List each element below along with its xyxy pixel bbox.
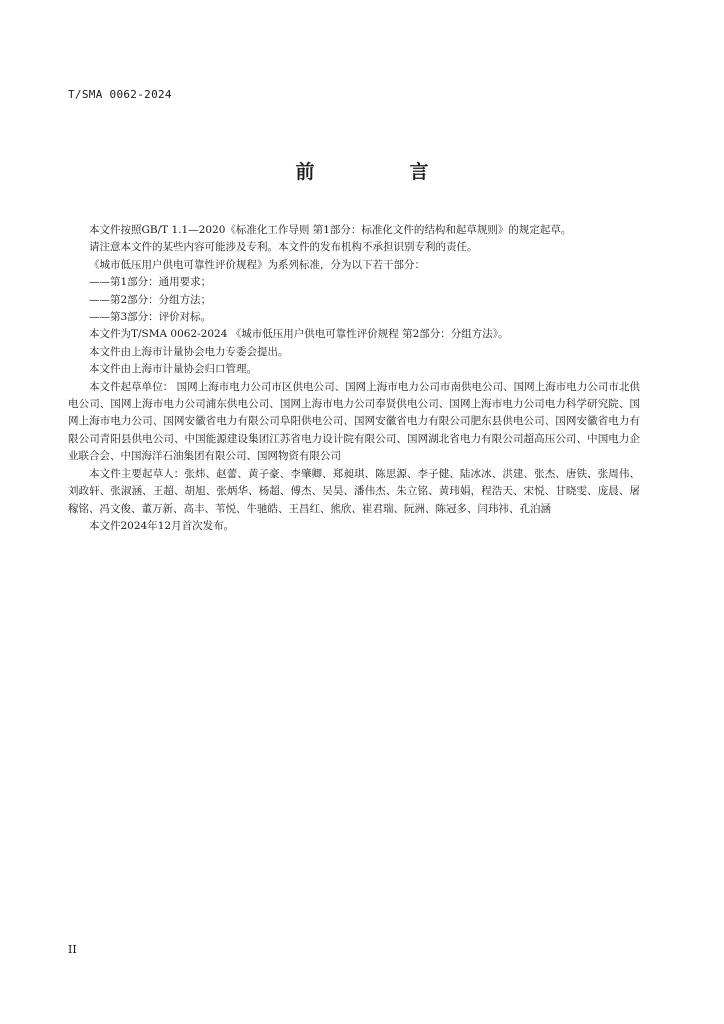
page-number: II — [68, 943, 77, 956]
foreword-body — [68, 222, 640, 535]
paragraph-administrator: 本文件由上海市计量协会归口管理。 — [89, 363, 257, 376]
paragraph-document-identity: 本文件为T/SMA 0062-2024 《城市低压用户供电可靠性评价规程 第2部分：分组方法》。 — [89, 328, 509, 341]
paragraph-drafting-units: 本文件起草单位： 国网上海市电力公司市区供电公司、国网上海市电力公司市南供电公司、国网上海市电力公司市北供电公司、国网上海市电力公司浦东供电公司、国网上海市电力公司奉贤供电公司、国网上海市电力公司电力科学研究院、国网上海市电力公司、国网安徽省电力有限公司阜阳供电公司、国网安徽省电力有限公司肥东县供电公司、国网安徽省电力有限公司青阳县供电公司、中国能源建设集团江苏省电力设计院有限公司、国网湖北省电力有限公司超高压公司、中国电力企业联合会、中国海洋石油集团有限公司、国网物资有限公司 — [68, 380, 640, 463]
list-item-part-3: ——第3部分：评价对标。 — [89, 311, 212, 324]
paragraph-series-intro: 《城市低压用户供电可靠性评价规程》为系列标准，分为以下若干部分： — [89, 258, 425, 271]
standard-code: T/SMA 0062-2024 — [68, 88, 172, 101]
paragraph-drafters: 本文件主要起草人：张炜、赵蕾、黄子豪、李肇卿、郑昶琪、陈思源、李子健、陆冰冰、洪建、张杰、唐铁、张周伟、刘政轩、张淑涵、王超、胡旭、张炳华、杨超、傅杰、吴昊、潘伟杰、朱立铭、黄玮娟，程浩天、宋悦、甘晓雯、庞晨、屠稼铭、冯文俊、董万新、高丰、苇悦、牛驰皓、王昌红、熊欣、崔君瑞、阮洲、陈冠多、闫玮祎、孔泊涵 — [68, 467, 640, 515]
list-item-part-1: ——第1部分：通用要求； — [89, 276, 212, 289]
paragraph-release-date: 本文件2024年12月首次发布。 — [89, 519, 235, 532]
list-item-part-2: ——第2部分：分组方法； — [89, 293, 212, 306]
paragraph-drafting-basis: 本文件按照GB/T 1.1—2020《标准化工作导则 第1部分：标准化文件的结构和起草规则》的规定起草。 — [89, 224, 572, 236]
paragraph-patent-notice: 请注意本文件的某些内容可能涉及专利。本文件的发布机构不承担识别专利的责任。 — [89, 241, 478, 254]
paragraph-proposer: 本文件由上海市计量协会电力专委会提出。 — [89, 345, 289, 358]
page-title: 前 言 — [295, 161, 467, 183]
